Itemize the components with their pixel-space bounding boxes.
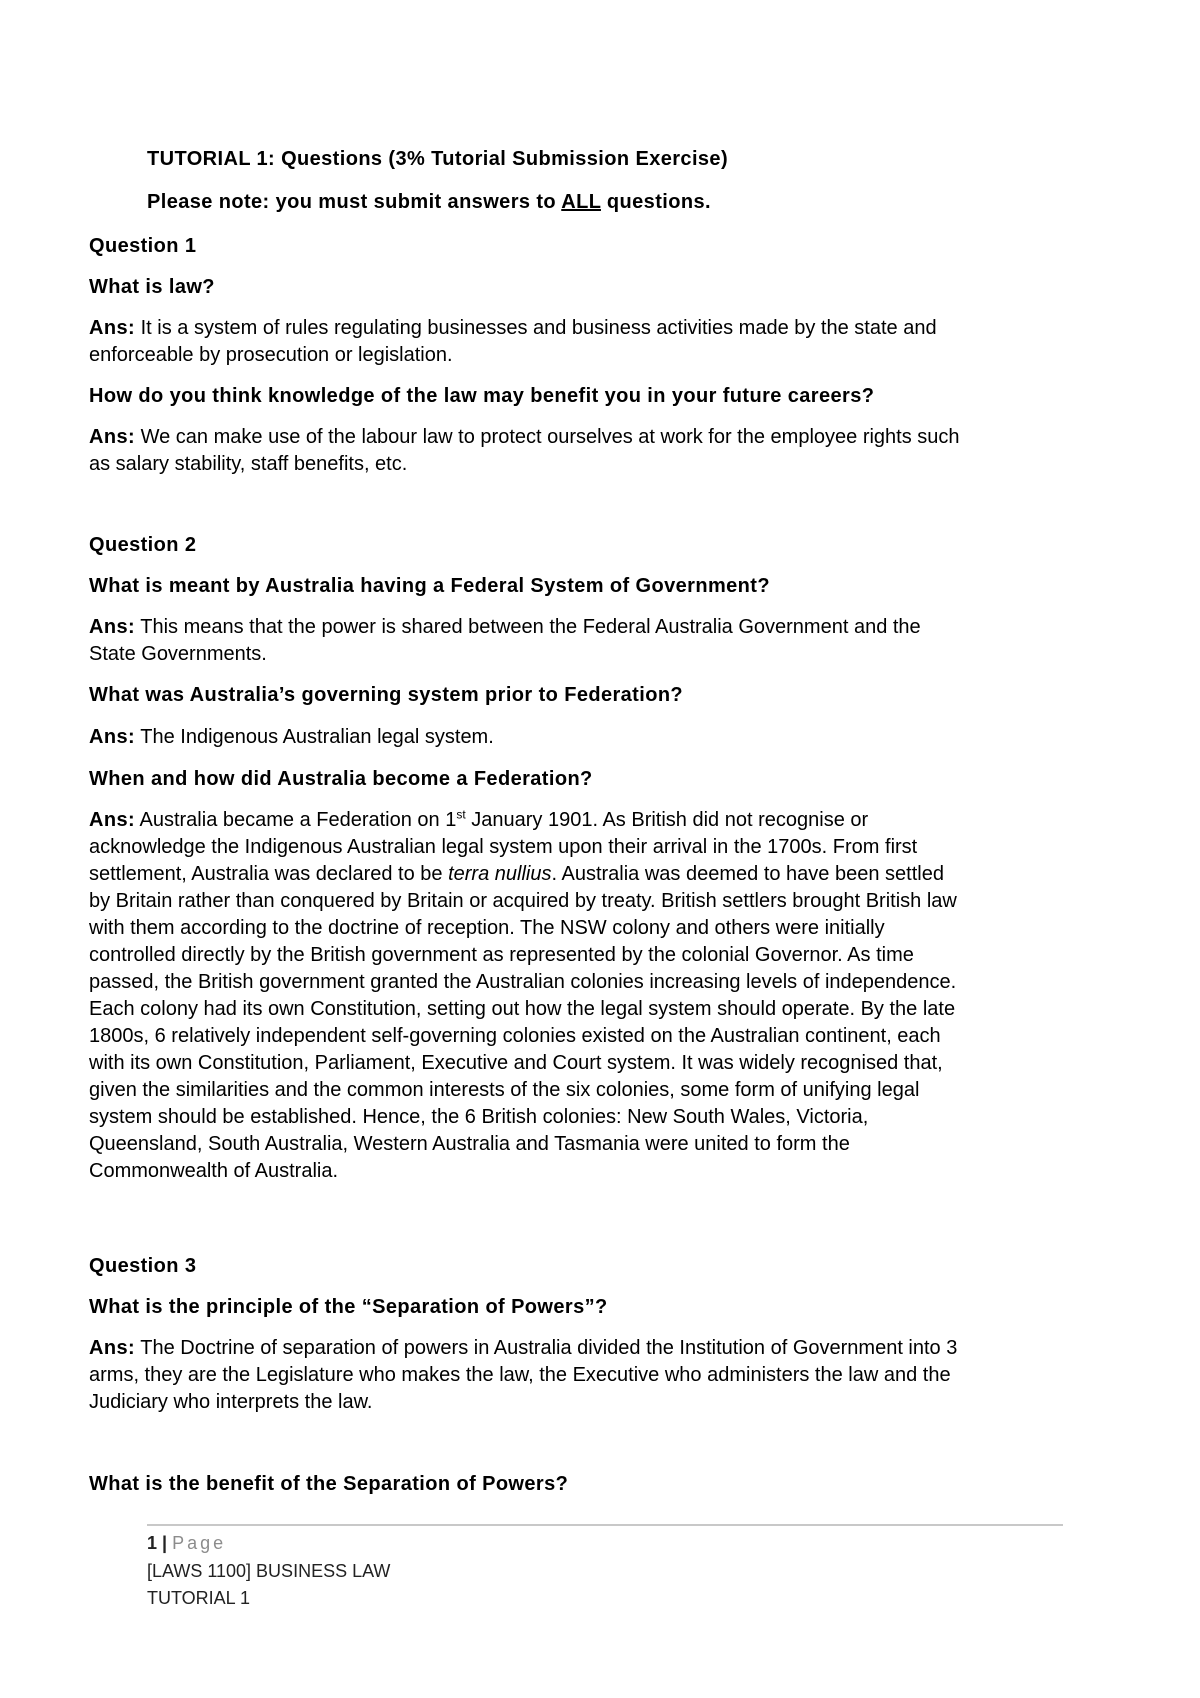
- answer-line: settlement, Australia was declared to be: [89, 863, 449, 885]
- answer-line: system should be established. Hence, the 6 British colonies: New South Wales, Victoria,: [89, 1106, 869, 1128]
- note-emphasis: ALL: [561, 191, 601, 213]
- answer-line: by Britain rather than conquered by Britain or acquired by treaty. British settlers brought British law: [89, 890, 957, 912]
- answer-label: Ans:: [89, 616, 136, 638]
- answer-line: This means that the power is shared between the Federal Australia Government and the: [135, 616, 921, 638]
- q3-benefit-question: What is the benefit of the Separation of Powers?: [89, 1473, 569, 1495]
- ordinal-suffix: st: [456, 807, 466, 822]
- page-number: 1: [147, 1533, 158, 1553]
- page-word: Page: [172, 1533, 227, 1553]
- document-title: TUTORIAL 1: Questions (3% Tutorial Submission Exercise): [147, 148, 729, 170]
- answer-line: passed, the British government granted the Australian colonies increasing levels of independence.: [89, 971, 957, 993]
- answer-line: Judiciary who interprets the law.: [89, 1391, 373, 1413]
- q2-answer-1: [89, 614, 1069, 668]
- answer-line: Australia became a Federation on 1: [135, 809, 457, 831]
- note-prefix: Please note: you must submit answers to: [147, 191, 562, 213]
- q2-answer-3: [89, 807, 1069, 1185]
- q1-what-is-law: What is law?: [89, 276, 215, 298]
- answer-line: Queensland, South Australia, Western Australia and Tasmania were united to form the: [89, 1133, 850, 1155]
- answer-line: enforceable by prosecution or legislation.: [89, 344, 453, 366]
- question-2-heading: Question 2: [89, 534, 197, 556]
- submission-note: [147, 191, 711, 214]
- answer-label: Ans:: [89, 317, 136, 339]
- answer-line: given the similarities and the common interests of the six colonies, some form of unifying legal: [89, 1079, 920, 1101]
- q3-answer-1: [89, 1335, 1069, 1416]
- answer-label: Ans:: [89, 1337, 136, 1359]
- q2-answer-2: [89, 724, 1069, 751]
- q3-principle-question: What is the principle of the “Separation of Powers”?: [89, 1296, 608, 1318]
- answer-line: acknowledge the Indigenous Australian legal system upon their arrival in the 1700s. From first: [89, 836, 918, 858]
- answer-line: The Doctrine of separation of powers in Australia divided the Institution of Government into 3: [135, 1337, 958, 1359]
- q1-career-question: How do you think knowledge of the law may benefit you in your future careers?: [89, 385, 875, 407]
- answer-line: Commonwealth of Australia.: [89, 1160, 339, 1182]
- answer-label: Ans:: [89, 426, 136, 448]
- answer-label: Ans:: [89, 726, 136, 748]
- answer-line: arms, they are the Legislature who makes the law, the Executive who administers the law and the: [89, 1364, 951, 1386]
- tutorial-label: TUTORIAL 1: [147, 1588, 251, 1608]
- answer-line: January 1901. As British did not recognise or: [465, 809, 869, 831]
- note-suffix: questions.: [600, 191, 711, 213]
- answer-line: . Australia was deemed to have been settled: [551, 863, 944, 885]
- answer-line: with its own Constitution, Parliament, Executive and Court system. It was widely recognised that,: [89, 1052, 943, 1074]
- answer-label: Ans:: [89, 809, 136, 831]
- q1-answer-2: [89, 424, 1069, 478]
- q1-answer-1: [89, 315, 1069, 369]
- course-name: [LAWS 1100] BUSINESS LAW: [147, 1561, 391, 1581]
- q2-federation-question: When and how did Australia become a Federation?: [89, 768, 593, 790]
- answer-line: 1800s, 6 relatively independent self-governing colonies existed on the Australian continent, each: [89, 1025, 941, 1047]
- answer-line: It is a system of rules regulating businesses and business activities made by the state and: [135, 317, 937, 339]
- answer-line: We can make use of the labour law to protect ourselves at work for the employee rights such: [135, 426, 960, 448]
- answer-line: with them according to the doctrine of reception. The NSW colony and others were initially: [89, 917, 885, 939]
- page-separator: |: [157, 1533, 173, 1553]
- answer-line: Each colony had its own Constitution, setting out how the legal system should operate. By the late: [89, 998, 956, 1020]
- question-1-heading: Question 1: [89, 235, 197, 257]
- answer-line: State Governments.: [89, 643, 267, 665]
- q2-prior-system-question: What was Australia’s governing system prior to Federation?: [89, 684, 684, 706]
- footer-divider: [147, 1524, 1063, 1526]
- answer-line: The Indigenous Australian legal system.: [135, 726, 494, 748]
- page-number-line: [147, 1533, 226, 1554]
- answer-line: controlled directly by the British government as represented by the colonial Governor. As time: [89, 944, 914, 966]
- latin-term: terra nullius: [448, 863, 552, 885]
- answer-line: as salary stability, staff benefits, etc.: [89, 453, 408, 475]
- question-3-heading: Question 3: [89, 1255, 197, 1277]
- q2-federal-system-question: What is meant by Australia having a Federal System of Government?: [89, 575, 770, 597]
